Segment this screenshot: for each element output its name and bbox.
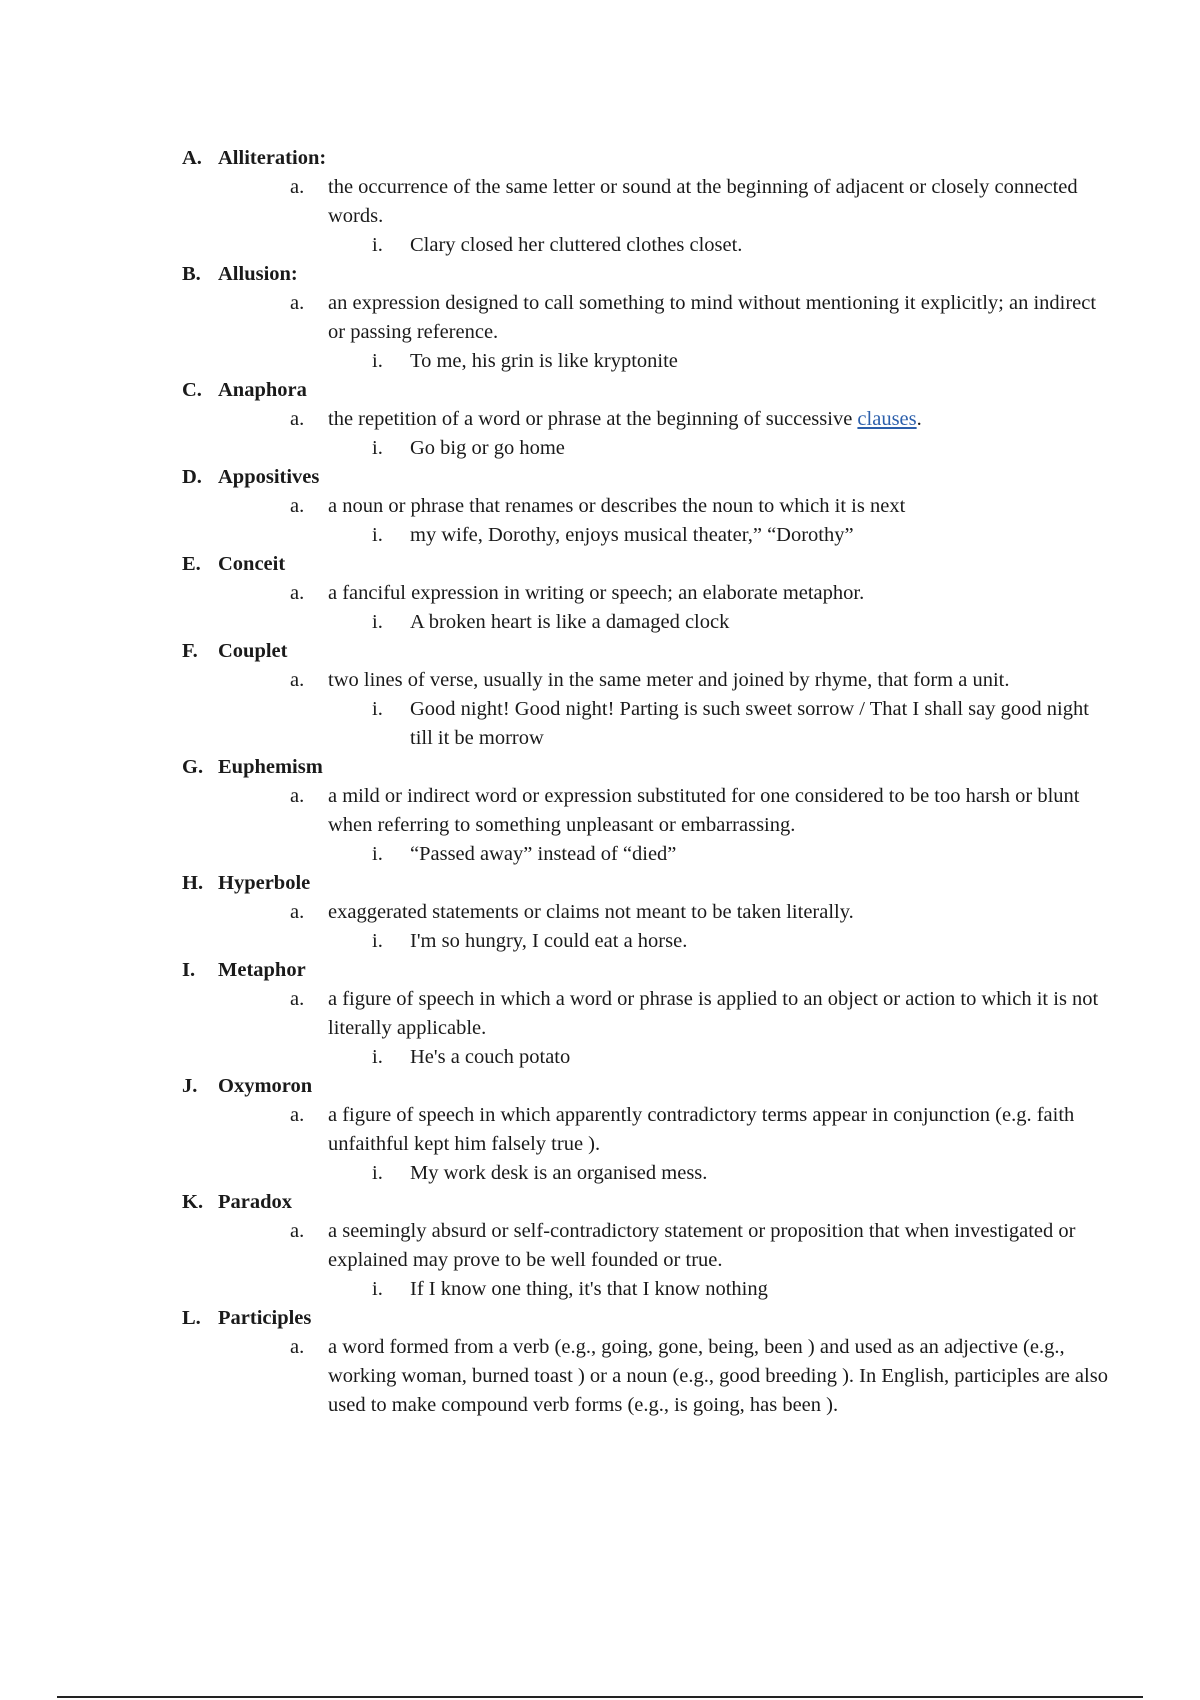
term-definition [290,898,1112,927]
term-heading [182,1188,1112,1217]
term-definition [290,1217,1112,1275]
definition-marker: a. [290,988,305,1010]
term-definition [290,782,1112,840]
term-example [364,695,1112,753]
example-text: He's a couch potato [410,1046,571,1068]
definition-marker: a. [290,669,305,691]
definition-marker: a. [290,582,305,604]
term-conceit [182,550,1112,637]
definition-text: a word formed from a verb (e.g., going, gone, being, been ) and used as an adjective (e.g., working woman, burned toast ) or a noun (e.g., good breeding ). In English, participles are also used to make compound verb forms (e.g., is going, has been ). [328,1336,1108,1416]
term-heading [182,869,1112,898]
definition-text: a figure of speech in which apparently contradictory terms appear in conjunction (e.g. faith unfaithful kept him falsely true ). [328,1104,1075,1155]
term-example [364,1275,1112,1304]
term-definition [290,1101,1112,1159]
term-letter: J. [182,1075,198,1097]
example-marker: i. [372,524,383,546]
example-marker: i. [372,698,383,720]
term-example [364,608,1112,637]
example-marker: i. [372,611,383,633]
definition-text: exaggerated statements or claims not meant to be taken literally. [328,901,854,923]
example-text: A broken heart is like a damaged clock [410,611,730,633]
definition-text: an expression designed to call something to mind without mentioning it explicitly; an indirect or passing reference. [328,292,1097,343]
term-example [364,1043,1112,1072]
term-metaphor [182,956,1112,1072]
term-example [364,521,1112,550]
example-text: Clary closed her cluttered clothes closet. [410,234,743,256]
definition-text: the occurrence of the same letter or sound at the beginning of adjacent or closely connected words. [328,176,1078,227]
definition-marker: a. [290,292,305,314]
definition-text: a figure of speech in which a word or phrase is applied to an object or action to which it is not literally applicable. [328,988,1099,1039]
term-example [364,840,1112,869]
term-name: Conceit [218,553,286,575]
page-bottom-divider [57,1696,1143,1698]
term-heading [182,463,1112,492]
term-heading [182,376,1112,405]
term-definition [290,405,1112,434]
definition-marker: a. [290,176,305,198]
definition-marker: a. [290,495,305,517]
term-name: Participles [218,1307,312,1329]
definition-marker: a. [290,1220,305,1242]
term-letter: E. [182,553,201,575]
term-example [364,231,1112,260]
term-couplet [182,637,1112,753]
term-name: Oxymoron [218,1075,313,1097]
term-definition [290,666,1112,695]
term-euphemism [182,753,1112,869]
definition-marker: a. [290,1336,305,1358]
example-text: Go big or go home [410,437,565,459]
example-text: My work desk is an organised mess. [410,1162,708,1184]
definition-text: a mild or indirect word or expression substituted for one considered to be too harsh or blunt when referring to something unpleasant or embarrassing. [328,785,1080,836]
term-definition [290,579,1112,608]
example-text: my wife, Dorothy, enjoys musical theater,” “Dorothy” [410,524,854,546]
term-name: Anaphora [218,379,307,401]
term-example [364,434,1112,463]
term-definition [290,289,1112,347]
term-paradox [182,1188,1112,1304]
example-marker: i. [372,437,383,459]
term-heading [182,1304,1112,1333]
term-example [364,347,1112,376]
term-name: Allusion: [218,263,298,285]
example-text: Good night! Good night! Parting is such sweet sorrow / That I shall say good night till it be morrow [410,698,1089,749]
term-heading [182,637,1112,666]
term-heading [182,144,1112,173]
definition-text: the repetition of a word or phrase at the beginning of successive [328,408,858,430]
term-anaphora [182,376,1112,463]
term-letter: K. [182,1191,204,1213]
example-text: If I know one thing, it's that I know nothing [410,1278,768,1300]
literary-terms-list [182,144,1112,1420]
term-letter: G. [182,756,204,778]
example-marker: i. [372,1278,383,1300]
term-example [364,1159,1112,1188]
term-heading [182,260,1112,289]
example-text: I'm so hungry, I could eat a horse. [410,930,688,952]
term-name: Metaphor [218,959,306,981]
example-marker: i. [372,234,383,256]
term-letter: C. [182,379,202,401]
term-letter: D. [182,466,202,488]
example-marker: i. [372,930,383,952]
term-heading [182,550,1112,579]
term-name: Alliteration: [218,147,327,169]
term-letter: F. [182,640,198,662]
definition-marker: a. [290,785,305,807]
term-hyperbole [182,869,1112,956]
term-appositives [182,463,1112,550]
term-oxymoron [182,1072,1112,1188]
term-name: Appositives [218,466,320,488]
clauses-link[interactable]: clauses [857,408,917,430]
term-example [364,927,1112,956]
term-letter: L. [182,1307,201,1329]
term-name: Euphemism [218,756,323,778]
term-heading [182,956,1112,985]
example-marker: i. [372,1046,383,1068]
definition-text: a noun or phrase that renames or describes the noun to which it is next [328,495,906,517]
term-heading [182,753,1112,782]
term-definition [290,1333,1112,1420]
term-definition [290,492,1112,521]
term-name: Couplet [218,640,288,662]
example-marker: i. [372,350,383,372]
term-definition [290,173,1112,231]
term-letter: A. [182,147,202,169]
term-alliteration [182,144,1112,260]
example-marker: i. [372,843,383,865]
definition-text: two lines of verse, usually in the same meter and joined by rhyme, that form a unit. [328,669,1010,691]
definition-text: a fanciful expression in writing or speech; an elaborate metaphor. [328,582,865,604]
term-name: Paradox [218,1191,293,1213]
example-text: “Passed away” instead of “died” [410,843,677,865]
term-letter: I. [182,959,196,981]
term-definition [290,985,1112,1043]
definition-marker: a. [290,1104,305,1126]
term-letter: B. [182,263,201,285]
definition-marker: a. [290,901,305,923]
term-name: Hyperbole [218,872,311,894]
definition-marker: a. [290,408,305,430]
term-allusion [182,260,1112,376]
term-participles [182,1304,1112,1420]
example-marker: i. [372,1162,383,1184]
term-letter: H. [182,872,204,894]
definition-suffix: . [916,408,922,430]
term-heading [182,1072,1112,1101]
definition-text: a seemingly absurd or self-contradictory statement or proposition that when investigated or explained may prove to be well founded or true. [328,1220,1076,1271]
example-text: To me, his grin is like kryptonite [410,350,678,372]
